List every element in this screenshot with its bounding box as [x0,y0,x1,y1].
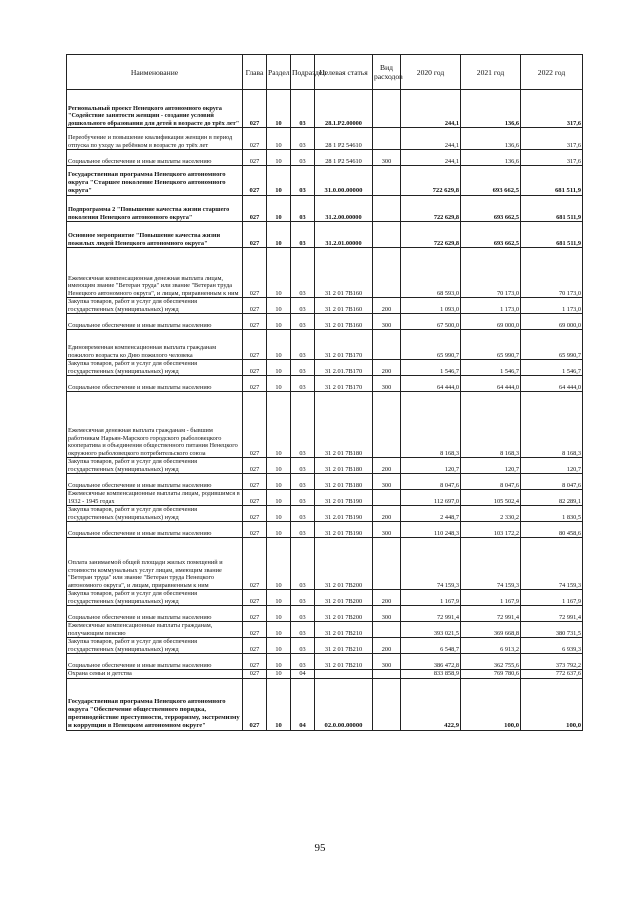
cell-section: 10 [267,330,291,360]
cell-subsection: 03 [291,314,315,330]
cell-2021: 74 159,3 [461,538,521,590]
header-expense-type: Вид расходов [373,55,401,90]
cell-subsection: 03 [291,90,315,128]
table-row [67,360,583,376]
cell-target: 28 1 P2 54610 [315,150,373,166]
cell-subsection: 03 [291,638,315,654]
cell-subsection: 03 [291,654,315,670]
cell-subsection: 03 [291,248,315,298]
table-row [67,150,583,166]
cell-2021: 105 502,4 [461,490,521,506]
cell-2021: 693 662,5 [461,196,521,222]
cell-chapter: 027 [243,166,267,196]
cell-target [315,670,373,679]
cell-2021: 693 662,5 [461,166,521,196]
cell-section: 10 [267,538,291,590]
cell-chapter: 027 [243,196,267,222]
budget-sheet [66,54,582,731]
cell-target: 31 2 01 7В200 [315,590,373,606]
cell-chapter: 027 [243,490,267,506]
cell-expense-type [373,490,401,506]
cell-section: 10 [267,638,291,654]
cell-section: 10 [267,474,291,490]
cell-chapter: 027 [243,538,267,590]
cell-section: 10 [267,360,291,376]
cell-2022: 681 511,9 [521,166,583,196]
cell-2020: 64 444,0 [401,376,461,392]
cell-expense-type [373,670,401,679]
cell-expense-type [373,392,401,458]
cell-subsection: 03 [291,622,315,638]
cell-expense-type: 200 [373,458,401,474]
table-body [67,90,583,731]
table-row [67,678,583,730]
table-row [67,654,583,670]
header-target: Целевая статья [315,55,373,90]
table-row [67,196,583,222]
cell-2022: 1 830,5 [521,506,583,522]
table-row [67,128,583,150]
cell-target: 31 2 01 7В180 [315,392,373,458]
table-row [67,670,583,679]
cell-chapter: 027 [243,248,267,298]
cell-expense-type: 300 [373,150,401,166]
cell-section: 10 [267,490,291,506]
cell-2020: 67 500,0 [401,314,461,330]
cell-section: 10 [267,392,291,458]
cell-2021: 65 990,7 [461,330,521,360]
cell-2022: 380 731,5 [521,622,583,638]
cell-2021: 369 668,8 [461,622,521,638]
cell-expense-type [373,330,401,360]
cell-section: 10 [267,458,291,474]
cell-2020: 393 021,5 [401,622,461,638]
cell-2021: 8 168,3 [461,392,521,458]
cell-2022: 317,6 [521,150,583,166]
cell-2022: 65 990,7 [521,330,583,360]
cell-2021: 70 173,0 [461,248,521,298]
cell-subsection: 03 [291,474,315,490]
cell-chapter: 027 [243,654,267,670]
cell-name: Закупка товаров, работ и услуг для обеспечения государственных (муниципальных) нужд [67,360,243,376]
cell-expense-type: 300 [373,522,401,538]
cell-target: 31 2 01 7В200 [315,538,373,590]
cell-target: 31 2 01 7В180 [315,474,373,490]
budget-table [66,54,583,731]
cell-subsection: 03 [291,222,315,248]
cell-subsection: 03 [291,330,315,360]
cell-target: 31 2 01 7В160 [315,298,373,314]
cell-2020: 110 248,3 [401,522,461,538]
cell-name: Социальное обеспечение и иные выплаты населению [67,522,243,538]
cell-subsection: 03 [291,376,315,392]
cell-2021: 136,6 [461,90,521,128]
cell-2020: 6 548,7 [401,638,461,654]
cell-name: Социальное обеспечение и иные выплаты населению [67,376,243,392]
cell-2020: 422,9 [401,678,461,730]
cell-subsection: 03 [291,458,315,474]
cell-target: 31 2 01 7В200 [315,606,373,622]
cell-name: Закупка товаров, работ и услуг для обеспечения государственных (муниципальных) нужд [67,298,243,314]
cell-2022: 681 511,9 [521,196,583,222]
cell-2021: 1 546,7 [461,360,521,376]
cell-target: 31 2 01 7В190 [315,490,373,506]
cell-target: 28.1.P2.00000 [315,90,373,128]
cell-subsection: 03 [291,506,315,522]
cell-2022: 70 173,0 [521,248,583,298]
cell-name: Региональный проект Ненецкого автономного округа "Содействие занятости женщин - создание условий дошкольного образования для детей в возрасте до трёх лет" [67,90,243,128]
cell-name: Закупка товаров, работ и услуг для обеспечения государственных (муниципальных) нужд [67,458,243,474]
cell-section: 10 [267,678,291,730]
cell-2021: 769 780,6 [461,670,521,679]
cell-section: 10 [267,150,291,166]
cell-2022: 317,6 [521,128,583,150]
cell-name: Закупка товаров, работ и услуг для обеспечения государственных (муниципальных) нужд [67,590,243,606]
table-row [67,474,583,490]
cell-2020: 74 159,3 [401,538,461,590]
cell-chapter: 027 [243,392,267,458]
cell-name: Оплата занимаемой общей площади жилых помещений и стоимости коммунальных услуг лицам, имеющим звание "Ветеран труда" или звание "Ветеран труда Ненецкого автономного округа", и лицам, приравненным к ним [67,538,243,590]
cell-target: 31 2 01 7В170 [315,330,373,360]
cell-expense-type [373,538,401,590]
cell-name: Социальное обеспечение и иные выплаты населению [67,654,243,670]
table-row [67,314,583,330]
cell-2022: 100,0 [521,678,583,730]
cell-chapter: 027 [243,360,267,376]
table-header-row [67,55,583,90]
cell-2022: 317,6 [521,90,583,128]
cell-chapter: 027 [243,678,267,730]
cell-2022: 681 511,9 [521,222,583,248]
cell-2021: 693 662,5 [461,222,521,248]
cell-section: 10 [267,166,291,196]
cell-subsection: 03 [291,522,315,538]
table-row [67,590,583,606]
cell-2022: 1 167,9 [521,590,583,606]
cell-section: 10 [267,622,291,638]
cell-2020: 1 093,0 [401,298,461,314]
cell-2021: 2 330,2 [461,506,521,522]
cell-target: 31.2.01.00000 [315,222,373,248]
cell-chapter: 027 [243,314,267,330]
cell-2020: 72 991,4 [401,606,461,622]
cell-target: 31 2 01 7В190 [315,522,373,538]
cell-2022: 6 939,3 [521,638,583,654]
table-row [67,538,583,590]
cell-2021: 72 991,4 [461,606,521,622]
cell-name: Охрана семьи и детства [67,670,243,679]
table-row [67,638,583,654]
cell-expense-type [373,196,401,222]
cell-subsection: 03 [291,590,315,606]
cell-name: Переобучение и повышение квалификации женщин в период отпуска по уходу за ребёнком в возрасте до трёх лет [67,128,243,150]
cell-2022: 74 159,3 [521,538,583,590]
cell-name: Социальное обеспечение и иные выплаты населению [67,606,243,622]
cell-chapter: 027 [243,506,267,522]
cell-target: 31 2 01 7В180 [315,458,373,474]
cell-chapter: 027 [243,128,267,150]
cell-expense-type: 200 [373,638,401,654]
cell-subsection: 03 [291,392,315,458]
table-row [67,298,583,314]
table-row [67,622,583,638]
table-row [67,376,583,392]
cell-2021: 1 167,9 [461,590,521,606]
table-row [67,248,583,298]
header-2022: 2022 год [521,55,583,90]
cell-target: 02.0.00.00000 [315,678,373,730]
cell-2022: 8 047,6 [521,474,583,490]
cell-section: 10 [267,90,291,128]
cell-section: 10 [267,590,291,606]
cell-section: 10 [267,606,291,622]
cell-name: Подпрограмма 2 "Повышение качества жизни старшего поколения Ненецкого автономного округа" [67,196,243,222]
cell-section: 10 [267,298,291,314]
cell-chapter: 027 [243,222,267,248]
cell-2022: 69 000,0 [521,314,583,330]
cell-section: 10 [267,670,291,679]
cell-2022: 1 173,0 [521,298,583,314]
cell-target: 31 2 01 7В160 [315,314,373,330]
cell-2020: 1 546,7 [401,360,461,376]
cell-name: Ежемесячные компенсационные выплаты гражданам, получающим пенсию [67,622,243,638]
cell-2021: 1 173,0 [461,298,521,314]
cell-2021: 362 755,6 [461,654,521,670]
cell-name: Единовременная компенсационная выплата гражданам пожилого возраста ко Дню пожилого человека [67,330,243,360]
cell-section: 10 [267,506,291,522]
cell-subsection: 04 [291,678,315,730]
cell-name: Основное мероприятие "Повышение качества жизни пожилых людей Ненецкого автономного округа" [67,222,243,248]
cell-expense-type [373,166,401,196]
cell-section: 10 [267,222,291,248]
cell-target: 31 2 01 7В210 [315,638,373,654]
cell-chapter: 027 [243,376,267,392]
cell-chapter: 027 [243,606,267,622]
cell-target: 31 2 01 7В160 [315,248,373,298]
cell-2021: 6 913,2 [461,638,521,654]
cell-section: 10 [267,654,291,670]
cell-2020: 2 448,7 [401,506,461,522]
cell-expense-type [373,678,401,730]
cell-name: Государственная программа Ненецкого автономного округа "Обеспечение общественного порядка, противодействие преступности, терроризму, экстремизму и коррупции в Ненецком автономном округе" [67,678,243,730]
cell-expense-type: 300 [373,474,401,490]
table-row [67,166,583,196]
cell-target: 31.2.00.00000 [315,196,373,222]
cell-expense-type: 300 [373,654,401,670]
cell-subsection: 03 [291,538,315,590]
cell-2022: 64 444,0 [521,376,583,392]
cell-2020: 112 697,0 [401,490,461,506]
cell-2021: 100,0 [461,678,521,730]
cell-subsection: 03 [291,360,315,376]
cell-name: Социальное обеспечение и иные выплаты населению [67,314,243,330]
cell-expense-type [373,248,401,298]
cell-2020: 833 858,9 [401,670,461,679]
cell-2021: 136,6 [461,150,521,166]
header-name: Наименование [67,55,243,90]
table-row [67,606,583,622]
cell-section: 10 [267,248,291,298]
header-chapter: Глава [243,55,267,90]
header-2020: 2020 год [401,55,461,90]
cell-2022: 8 168,3 [521,392,583,458]
cell-target: 28 1 P2 54610 [315,128,373,150]
cell-section: 10 [267,196,291,222]
cell-2021: 103 172,2 [461,522,521,538]
table-row [67,522,583,538]
cell-name: Социальное обеспечение и иные выплаты населению [67,474,243,490]
table-row [67,90,583,128]
cell-chapter: 027 [243,670,267,679]
cell-2020: 8 047,6 [401,474,461,490]
cell-expense-type [373,622,401,638]
cell-2022: 80 458,6 [521,522,583,538]
table-row [67,490,583,506]
cell-expense-type: 300 [373,314,401,330]
cell-target: 31 2 01 7В210 [315,654,373,670]
cell-2021: 120,7 [461,458,521,474]
cell-2020: 722 629,8 [401,166,461,196]
cell-expense-type: 200 [373,506,401,522]
table-row [67,392,583,458]
cell-section: 10 [267,376,291,392]
table-row [67,222,583,248]
cell-chapter: 027 [243,622,267,638]
header-subsection: Подраздел [291,55,315,90]
cell-chapter: 027 [243,522,267,538]
cell-2021: 69 000,0 [461,314,521,330]
cell-chapter: 027 [243,330,267,360]
cell-2020: 386 472,8 [401,654,461,670]
cell-subsection: 03 [291,606,315,622]
cell-expense-type: 200 [373,590,401,606]
cell-2022: 772 637,6 [521,670,583,679]
cell-subsection: 03 [291,166,315,196]
cell-expense-type: 300 [373,376,401,392]
cell-chapter: 027 [243,150,267,166]
cell-2020: 1 167,9 [401,590,461,606]
cell-target: 31 2 01 7В170 [315,376,373,392]
cell-subsection: 03 [291,490,315,506]
cell-target: 31 2.01.7В170 [315,360,373,376]
cell-target: 31.0.00.00000 [315,166,373,196]
cell-2020: 244,1 [401,128,461,150]
cell-2020: 722 629,8 [401,196,461,222]
cell-chapter: 027 [243,590,267,606]
table-row [67,506,583,522]
cell-expense-type [373,128,401,150]
cell-subsection: 03 [291,298,315,314]
cell-2020: 65 990,7 [401,330,461,360]
cell-2020: 244,1 [401,150,461,166]
table-row [67,458,583,474]
header-2021: 2021 год [461,55,521,90]
cell-2020: 120,7 [401,458,461,474]
cell-name: Ежемесячные компенсационные выплаты лицам, родившимся в 1932 - 1945 годах [67,490,243,506]
cell-expense-type [373,90,401,128]
cell-2021: 8 047,6 [461,474,521,490]
cell-2022: 373 792,2 [521,654,583,670]
cell-section: 10 [267,314,291,330]
cell-name: Закупка товаров, работ и услуг для обеспечения государственных (муниципальных) нужд [67,638,243,654]
cell-2020: 8 168,3 [401,392,461,458]
cell-target: 31 2.01 7В190 [315,506,373,522]
cell-name: Закупка товаров, работ и услуг для обеспечения государственных (муниципальных) нужд [67,506,243,522]
cell-2020: 722 629,8 [401,222,461,248]
cell-chapter: 027 [243,298,267,314]
cell-subsection: 04 [291,670,315,679]
cell-2021: 64 444,0 [461,376,521,392]
cell-chapter: 027 [243,90,267,128]
cell-2022: 72 991,4 [521,606,583,622]
cell-name: Ежемесячная компенсационная денежная выплата лицам, имеющим звание "Ветеран труда" или звание "Ветеран труда Ненецкого автономного округа", и лицам, приравненным к ним [67,248,243,298]
cell-expense-type: 200 [373,360,401,376]
cell-expense-type [373,222,401,248]
cell-chapter: 027 [243,458,267,474]
cell-2022: 1 546,7 [521,360,583,376]
cell-2022: 82 289,1 [521,490,583,506]
cell-subsection: 03 [291,196,315,222]
cell-2020: 244,1 [401,90,461,128]
cell-chapter: 027 [243,638,267,654]
page-number: 95 [314,842,326,854]
cell-section: 10 [267,128,291,150]
cell-expense-type: 200 [373,298,401,314]
cell-expense-type: 300 [373,606,401,622]
cell-chapter: 027 [243,474,267,490]
cell-section: 10 [267,522,291,538]
cell-2021: 136,6 [461,128,521,150]
cell-2020: 68 593,0 [401,248,461,298]
cell-subsection: 03 [291,128,315,150]
cell-name: Ежемесячная денежная выплата гражданам - бывшим работникам Нарьян-Марского городского рыболовецкого кооператива и объединения общественного питания Ненецкого окружного рыболовецкого потребительского союза [67,392,243,458]
header-section: Раздел [267,55,291,90]
table-row [67,330,583,360]
cell-name: Государственная программа Ненецкого автономного округа "Старшее поколение Ненецкого автономного округа" [67,166,243,196]
cell-2022: 120,7 [521,458,583,474]
cell-target: 31 2 01 7В210 [315,622,373,638]
cell-subsection: 03 [291,150,315,166]
cell-name: Социальное обеспечение и иные выплаты населению [67,150,243,166]
